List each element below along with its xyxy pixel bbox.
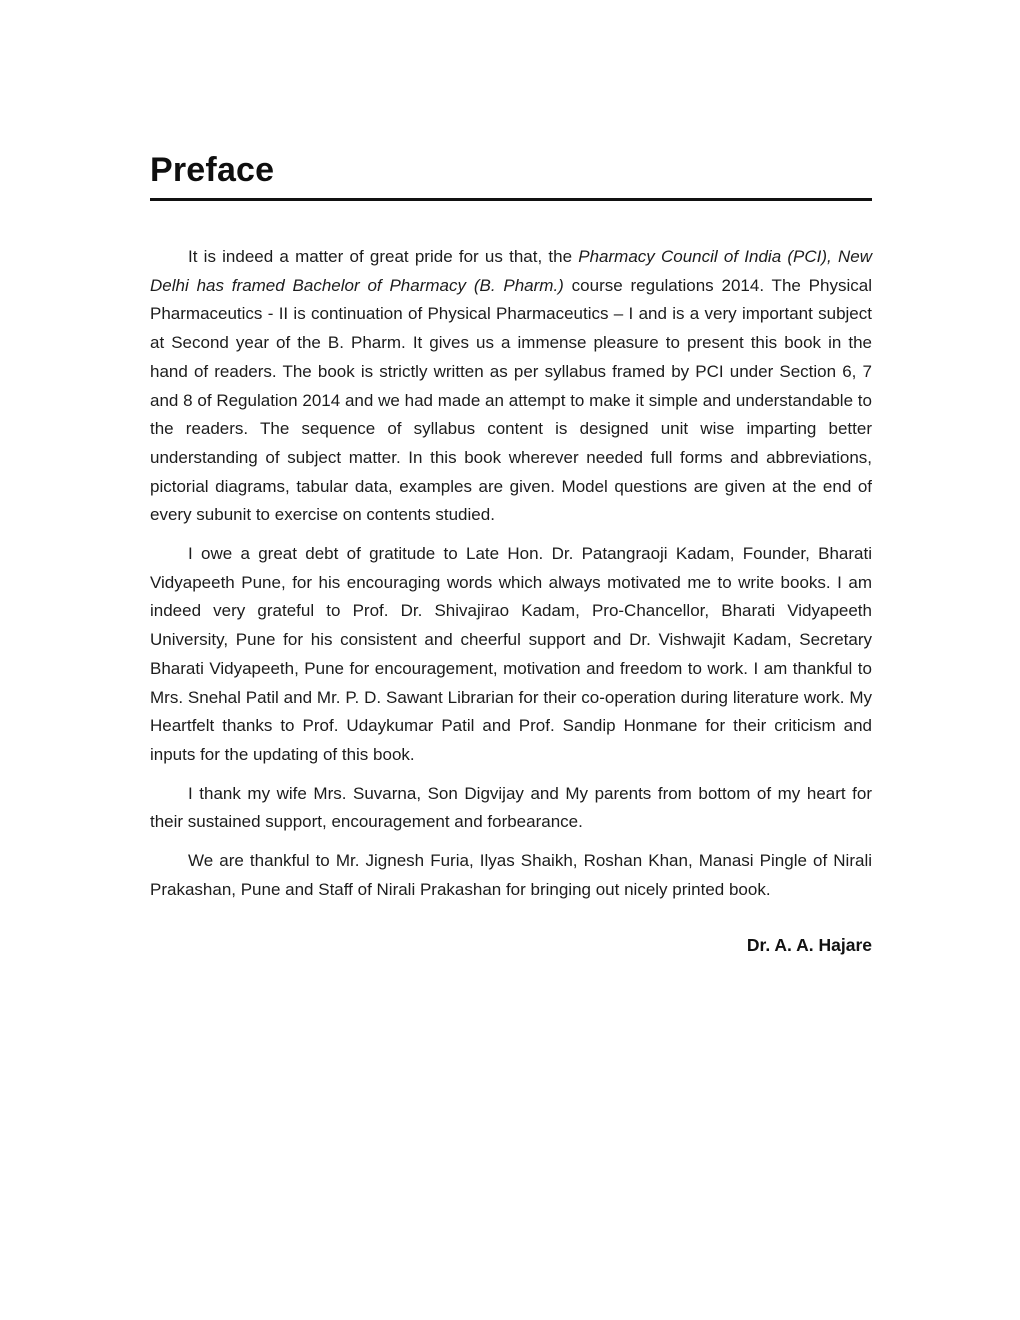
page-content <box>150 152 872 956</box>
paragraph-1-italic: Pharmacy Council of India (PCI), New Delhi has framed Bachelor of Pharmacy (B. Pharm.) <box>150 247 872 295</box>
paragraph-1-rest: course regulations 2014. The Physical Pharmaceutics - II is continuation of Physical Pharmaceutics – I and is a very important subject at Second year of the B. Pharm. It gives us a immense pleasure to present this book in the hand of readers. The book is strictly written as per syllabus framed by PCI under Section 6, 7 and 8 of Regulation 2014 and we had made an attempt to make it simple and understandable to the readers. The sequence of syllabus content is designed unit wise imparting better understanding of subject matter. In this book wherever needed full forms and abbreviations, pictorial diagrams, tabular data, examples are given. Model questions are given at the end of every subunit to exercise on contents studied. <box>150 275 872 525</box>
title-block <box>150 152 872 201</box>
paragraph-1-lead: It is indeed a matter of great pride for us that, the <box>188 247 579 266</box>
page-title: Preface <box>150 151 275 189</box>
paragraph-4: We are thankful to Mr. Jignesh Furia, Ilyas Shaikh, Roshan Khan, Manasi Pingle of Nirali Prakashan, Pune and Staff of Nirali Prakashan for bringing out nicely printed book. <box>150 851 872 899</box>
paragraph-3: I thank my wife Mrs. Suvarna, Son Digvijay and My parents from bottom of my heart for their sustained support, encouragement and forbearance. <box>150 783 872 832</box>
paragraph-1 <box>150 243 872 530</box>
author-signature: Dr. A. A. Hajare <box>746 935 872 956</box>
paragraph-2: I owe a great debt of gratitude to Late Hon. Dr. Patangraoji Kadam, Founder, Bharati Vidyapeeth Pune, for his encouraging words which always motivated me to write books. I am indeed very grateful to Prof. Dr. Shivajirao Kadam, Pro-Chancellor, Bharati Vidyapeeth University, Pune for his consistent and cheerful support and Dr. Vishwajit Kadam, Secretary Bharati Vidyapeeth, Pune for encouragement, motivation and freedom to work. I am thankful to Mrs. Snehal Patil and Mr. P. D. Sawant Librarian for their co-operation during literature work. My Heartfelt thanks to Prof. Udaykumar Patil and Prof. Sandip Honmane for their criticism and inputs for the updating of this book. <box>150 544 872 764</box>
